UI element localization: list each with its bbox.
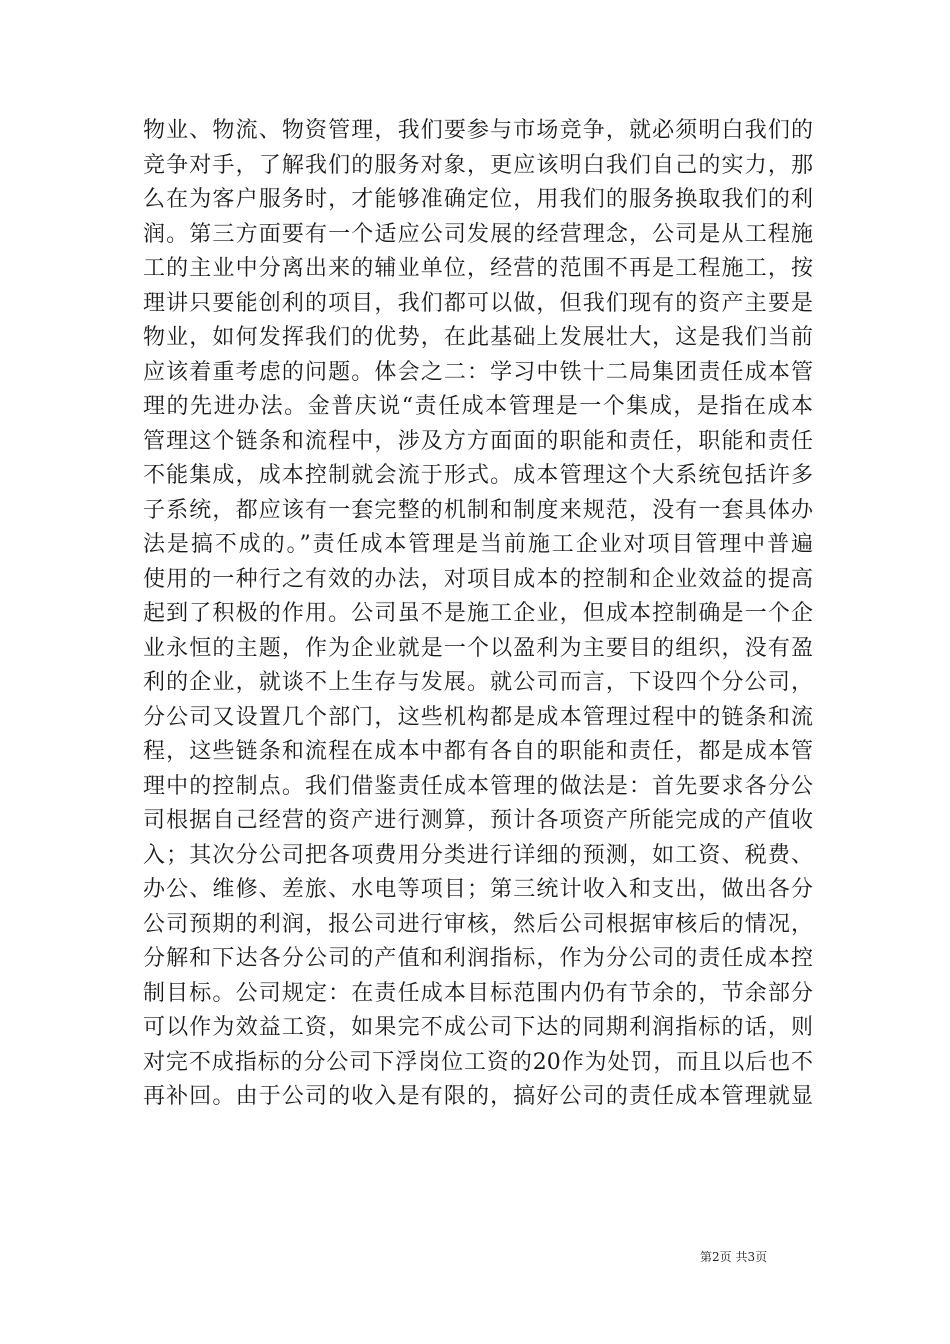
text-line: 物业、物流、物资管理，我们要参与市场竞争，就必须明白我们的 (143, 118, 813, 143)
text-line: 润。第三方面要有一个适应公司发展的经营理念，公司是从工程施 (143, 221, 813, 247)
page-number-footer: 第2页 共3页 (700, 1250, 768, 1264)
text-line: 管理这个链条和流程中，涉及方方面面的职能和责任，职能和责任 (143, 428, 813, 454)
text-line: 公司预期的利润，报公司进行审核，然后公司根据审核后的情况， (143, 911, 813, 937)
text-line: 入；其次分公司把各项费用分类进行详细的预测，如工资、税费、 (143, 842, 813, 868)
text-line: 制目标。公司规定：在责任成本目标范围内仍有节余的，节余部分 (143, 980, 813, 1006)
text-line: 法是搞不成的。”责任成本管理是当前施工企业对项目管理中普遍 (143, 532, 813, 557)
text-line: 再补回。由于公司的收入是有限的，搞好公司的责任成本管理就显 (143, 1084, 813, 1109)
text-line: 分解和下达各分公司的产值和利润指标，作为分公司的责任成本控 (143, 946, 813, 971)
text-line: 理中的控制点。我们借鉴责任成本管理的做法是：首先要求各分公 (143, 773, 813, 799)
text-line: 使用的一种行之有效的办法，对项目成本的控制和企业效益的提高 (143, 566, 813, 592)
text-line: 程，这些链条和流程在成本中都有各自的职能和责任，都是成本管 (143, 739, 813, 764)
text-line: 物业，如何发挥我们的优势，在此基础上发展壮大，这是我们当前 (143, 325, 813, 350)
text-line: 不能集成，成本控制就会流于形式。成本管理这个大系统包括许多 (143, 463, 813, 488)
text-line: 应该着重考虑的问题。体会之二：学习中铁十二局集团责任成本管 (143, 359, 813, 385)
text-line: 司根据自己经营的资产进行测算，预计各项资产所能完成的产值收 (143, 808, 813, 833)
text-line: 工的主业中分离出来的辅业单位，经营的范围不再是工程施工，按 (143, 256, 813, 281)
text-line: 起到了积极的作用。公司虽不是施工企业，但成本控制确是一个企 (143, 601, 813, 626)
text-line: 竞争对手，了解我们的服务对象，更应该明白我们自己的实力，那 (143, 152, 813, 178)
body-text (143, 114, 813, 1115)
text-line: 么在为客户服务时，才能够准确定位，用我们的服务换取我们的利 (143, 187, 813, 212)
text-line: 可以作为效益工资，如果完不成公司下达的同期利润指标的话，则 (143, 1015, 813, 1040)
text-line: 理讲只要能创利的项目，我们都可以做，但我们现有的资产主要是 (143, 290, 813, 316)
text-line: 理的先进办法。金普庆说“责任成本管理是一个集成，是指在成本 (143, 394, 813, 419)
text-line: 分公司又设置几个部门，这些机构都是成本管理过程中的链条和流 (143, 704, 813, 730)
text-line: 利的企业，就谈不上生存与发展。就公司而言，下设四个分公司， (143, 670, 813, 695)
text-line: 业永恒的主题，作为企业就是一个以盈利为主要目的组织，没有盈 (143, 635, 813, 661)
text-line: 子系统，都应该有一套完整的机制和制度来规范，没有一套具体办 (143, 497, 813, 523)
text-line: 办公、维修、差旅、水电等项目；第三统计收入和支出，做出各分 (143, 877, 813, 902)
text-line: 对完不成指标的分公司下浮岗位工资的20作为处罚，而且以后也不 (143, 1049, 813, 1075)
